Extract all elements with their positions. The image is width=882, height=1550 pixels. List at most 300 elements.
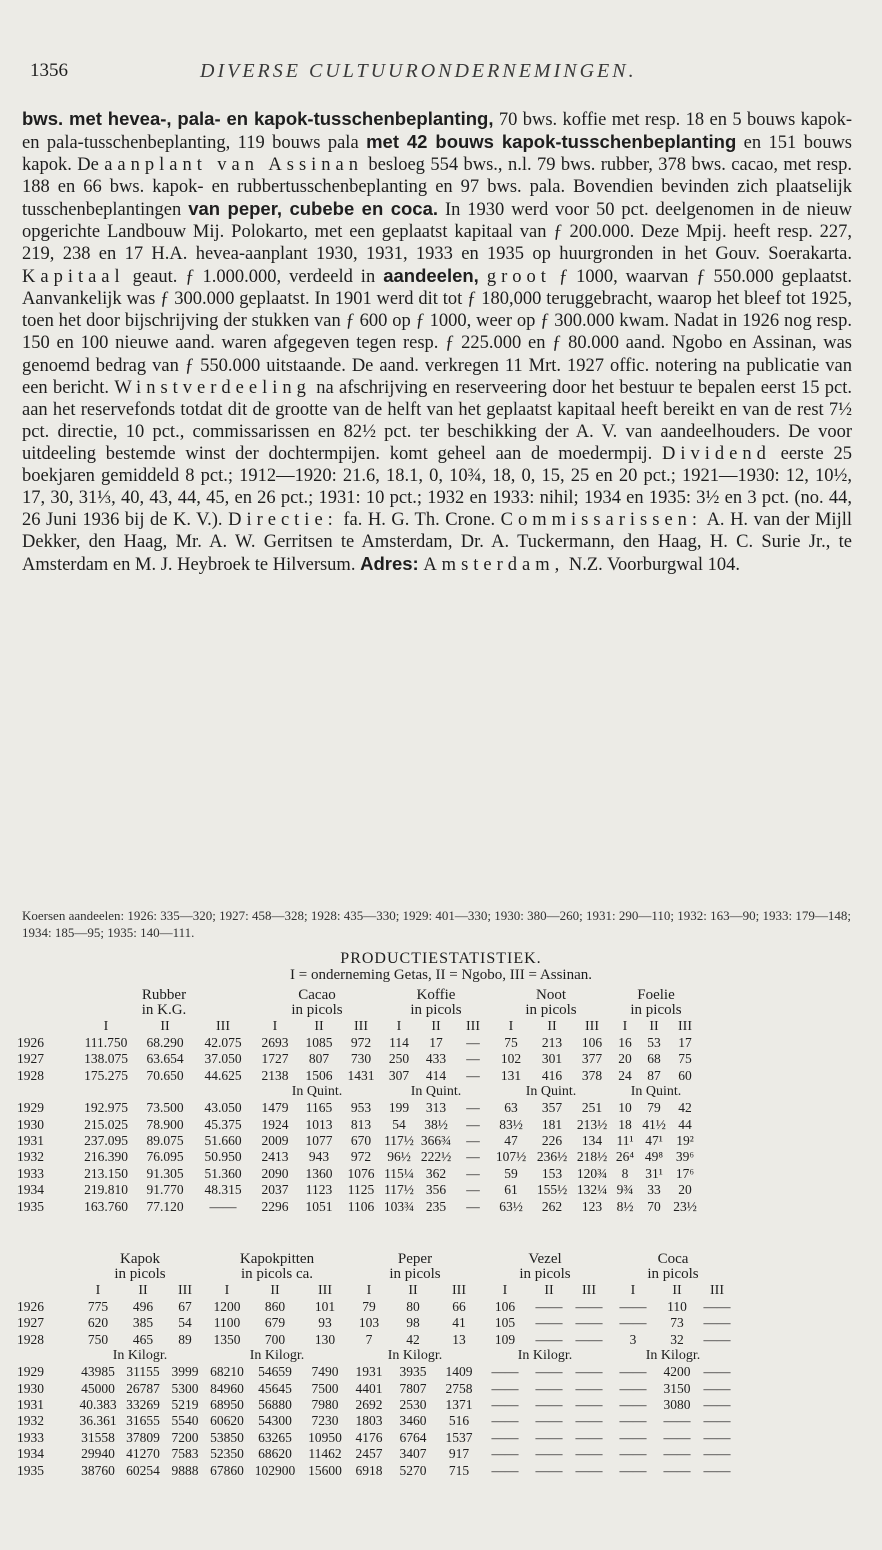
data-cell: 89.075 — [146, 1133, 184, 1149]
data-cell: 107½ — [495, 1149, 527, 1165]
data-cell: 18 — [618, 1116, 632, 1132]
table-row — [17, 1413, 737, 1429]
data-cell: 1125 — [347, 1182, 375, 1198]
data-cell: 496 — [132, 1299, 154, 1314]
table-row — [17, 1166, 701, 1182]
data-cell: —— — [663, 1429, 691, 1445]
data-cell: — — [466, 1149, 480, 1165]
group-name: Rubber — [141, 988, 187, 1003]
data-cell: 181 — [541, 1116, 563, 1132]
year-cell: 1929 — [17, 1364, 44, 1380]
data-cell: 2296 — [261, 1198, 289, 1214]
sub-header: III — [354, 1019, 368, 1034]
table-row — [17, 1299, 737, 1315]
data-cell: 93 — [318, 1315, 332, 1331]
data-cell: —— — [575, 1413, 603, 1429]
group-unit2: In Quint. — [291, 1084, 343, 1100]
year-cell: 1931 — [17, 1133, 44, 1149]
data-cell: 43985 — [81, 1364, 115, 1380]
sub-header: III — [710, 1283, 724, 1298]
data-cell: —— — [619, 1413, 647, 1429]
data-cell: 109 — [494, 1331, 516, 1347]
data-cell: —— — [703, 1331, 731, 1347]
data-cell: 730 — [350, 1051, 372, 1067]
data-cell: 9888 — [171, 1462, 199, 1478]
data-cell: —— — [535, 1397, 563, 1413]
sub-header: III — [318, 1283, 332, 1298]
data-cell: 42 — [678, 1100, 692, 1116]
data-cell: 213 — [541, 1035, 563, 1050]
table-row — [17, 1182, 701, 1198]
corner-cell — [17, 1018, 75, 1035]
page-number: 1356 — [30, 60, 68, 81]
data-cell: 54 — [392, 1116, 406, 1132]
data-cell: 68.290 — [146, 1035, 184, 1050]
data-cell: 192.975 — [84, 1100, 128, 1116]
unit-change-row — [17, 1084, 701, 1100]
text-run: In 1930 werd voor 50 pct. deelgenomen in de nieuw opgerichte Landbouw Mij. Polokarto, met een geplaatst kapitaal van ƒ 200.000. Deze Mpij. heeft resp. 227, 219, 238 en 17 H.A. hevea-aanplant 1930, 1931, 1933 en 1935 op huurgronden in het Gouv. Soerakarta. — [22, 200, 853, 265]
data-cell: —— — [619, 1299, 647, 1314]
data-cell: 61 — [504, 1182, 518, 1198]
data-cell: —— — [491, 1380, 519, 1396]
data-cell: 44 — [678, 1116, 692, 1132]
data-cell: 10 — [618, 1100, 632, 1116]
data-cell: 2758 — [445, 1380, 473, 1396]
data-cell: 357 — [541, 1100, 563, 1116]
sub-header: I — [224, 1283, 230, 1298]
data-cell: —— — [491, 1462, 519, 1478]
year-cell: 1929 — [17, 1100, 44, 1116]
table-row — [17, 1051, 701, 1067]
data-cell: 213½ — [576, 1116, 608, 1132]
sub-header: II — [270, 1283, 280, 1298]
group-unit: in K.G. — [141, 1003, 187, 1018]
year-cell: 1935 — [17, 1198, 44, 1214]
data-cell: 106 — [581, 1035, 603, 1050]
table-row — [17, 1463, 737, 1479]
sub-header: II — [160, 1019, 170, 1034]
data-cell: 860 — [264, 1299, 286, 1314]
data-cell: 115¼ — [384, 1165, 414, 1181]
data-cell: 670 — [350, 1133, 372, 1149]
data-cell: 89 — [178, 1331, 192, 1347]
sub-header: II — [649, 1019, 659, 1034]
data-cell: 1085 — [305, 1035, 333, 1050]
data-cell: 8 — [621, 1165, 629, 1181]
data-cell: 31558 — [81, 1429, 115, 1445]
data-cell: 103¾ — [383, 1198, 415, 1214]
data-cell: 102900 — [254, 1462, 296, 1478]
data-cell: 53850 — [210, 1429, 244, 1445]
data-cell: 103 — [358, 1315, 380, 1331]
data-cell: 377 — [581, 1051, 603, 1067]
data-cell: 620 — [87, 1315, 109, 1331]
text-run: geaut. ƒ 1.000.000, verdeeld in — [132, 267, 376, 288]
data-cell: —— — [575, 1462, 603, 1478]
data-cell: —— — [535, 1413, 563, 1429]
data-cell: —— — [491, 1429, 519, 1445]
data-cell: 1013 — [305, 1116, 333, 1132]
group-unit2: In Kilogr. — [645, 1348, 701, 1364]
table-row — [17, 1381, 737, 1397]
sub-header: I — [630, 1283, 636, 1298]
data-cell: 7583 — [171, 1446, 199, 1462]
group-name: Coca — [657, 1252, 689, 1267]
data-cell: 775 — [87, 1299, 109, 1314]
data-cell: 2090 — [261, 1165, 289, 1181]
bold-phrase: van peper, cubebe en coca. — [188, 198, 439, 220]
bold-heading-adres: Adres: — [360, 552, 419, 574]
data-cell: 15600 — [308, 1462, 342, 1478]
table-row — [17, 1446, 737, 1462]
data-cell: 106 — [494, 1299, 516, 1314]
group-name: Noot — [536, 988, 566, 1003]
group-name: Cacao — [298, 988, 336, 1003]
data-cell: 70 — [647, 1198, 661, 1214]
year-cell: 1931 — [17, 1397, 44, 1413]
data-cell: 54300 — [258, 1413, 292, 1429]
data-cell: 416 — [541, 1067, 563, 1083]
data-cell: 4176 — [355, 1429, 383, 1445]
data-cell: 79 — [647, 1100, 661, 1116]
text-run: fa. H. G. Th. Crone. — [343, 509, 496, 530]
running-title: DIVERSE CULTUURONDERNEMINGEN. — [200, 60, 637, 82]
data-cell: 111.750 — [84, 1035, 128, 1050]
data-cell: 155½ — [536, 1182, 568, 1198]
data-cell: —— — [575, 1429, 603, 1445]
data-cell: 750 — [87, 1331, 109, 1347]
group-name: Kapokpitten — [239, 1252, 315, 1267]
data-cell: 235 — [425, 1198, 447, 1214]
data-cell: 19² — [676, 1133, 694, 1149]
data-cell: 262 — [541, 1198, 563, 1214]
data-cell: 356 — [425, 1182, 447, 1198]
data-cell: 175.275 — [84, 1067, 128, 1083]
corner-cell — [17, 1003, 75, 1018]
data-cell: 117½ — [384, 1133, 414, 1149]
data-cell: 1931 — [355, 1364, 383, 1380]
group-unit2: In Kilogr. — [517, 1348, 573, 1364]
data-cell: 1350 — [213, 1331, 241, 1347]
sub-header: I — [502, 1283, 508, 1298]
data-cell: 70.650 — [146, 1067, 184, 1083]
data-cell: 2693 — [261, 1035, 289, 1050]
data-cell: 20 — [618, 1051, 632, 1067]
data-cell: 2530 — [399, 1397, 427, 1413]
data-cell: —— — [575, 1397, 603, 1413]
data-cell: 73 — [670, 1315, 684, 1331]
data-cell: 76.095 — [146, 1149, 184, 1165]
year-cell: 1932 — [17, 1413, 44, 1429]
sub-header-row — [17, 1282, 737, 1299]
running-head — [30, 60, 860, 90]
data-cell: 715 — [448, 1462, 470, 1478]
data-cell: 4401 — [355, 1380, 383, 1396]
data-cell: —— — [575, 1331, 603, 1347]
sub-header: I — [508, 1019, 514, 1034]
data-cell: 73.500 — [146, 1100, 184, 1116]
data-cell: 4200 — [663, 1364, 691, 1380]
data-cell: —— — [535, 1380, 563, 1396]
data-cell: 29940 — [81, 1446, 115, 1462]
data-cell: 31¹ — [645, 1165, 663, 1181]
text-run: N.Z. Voorburgwal 104. — [568, 554, 740, 575]
data-cell: 114 — [389, 1035, 409, 1050]
year-cell: 1930 — [17, 1380, 44, 1396]
corner-cell — [17, 1348, 75, 1364]
group-unit: in picols ca. — [240, 1267, 314, 1282]
share-prices — [22, 907, 862, 941]
data-cell: — — [466, 1133, 480, 1149]
table-row — [17, 1315, 737, 1331]
data-cell: —— — [619, 1429, 647, 1445]
data-cell: 117½ — [384, 1182, 414, 1198]
data-cell: —— — [535, 1331, 563, 1347]
data-cell: —— — [703, 1364, 731, 1380]
data-cell: 216.390 — [84, 1149, 128, 1165]
data-cell: — — [466, 1100, 480, 1116]
data-cell: 516 — [448, 1413, 470, 1429]
data-cell: 3150 — [663, 1380, 691, 1396]
year-cell: 1934 — [17, 1182, 44, 1198]
data-cell: —— — [535, 1364, 563, 1380]
data-cell: 75 — [678, 1051, 692, 1067]
corner-cell — [17, 1267, 75, 1282]
data-cell: 45000 — [81, 1380, 115, 1396]
data-cell: 83½ — [499, 1116, 523, 1132]
group-name-row — [17, 988, 701, 1003]
sub-header: II — [672, 1283, 682, 1298]
data-cell: 7200 — [171, 1429, 199, 1445]
data-cell: 1165 — [305, 1100, 333, 1116]
data-cell: 50.950 — [204, 1149, 242, 1165]
data-cell: 66 — [452, 1299, 466, 1314]
sub-header: I — [366, 1283, 372, 1298]
data-cell: —— — [535, 1446, 563, 1462]
group-unit2: In Kilogr. — [249, 1348, 305, 1364]
table-row — [17, 1133, 701, 1149]
data-cell: 1727 — [261, 1051, 289, 1067]
data-cell: —— — [703, 1380, 731, 1396]
data-cell: 2413 — [261, 1149, 289, 1165]
data-cell: — — [466, 1035, 480, 1050]
data-cell: —— — [535, 1299, 563, 1314]
data-cell: 16 — [618, 1035, 632, 1050]
data-cell: 163.760 — [84, 1198, 128, 1214]
data-cell: 953 — [350, 1100, 372, 1116]
stats-table — [17, 988, 701, 1215]
data-cell: 1106 — [347, 1198, 375, 1214]
text-run: 70 bws. koffie met resp. 18 en 5 bouws kapok- en pala-tusschenbeplanting, 119 bouws pala — [22, 110, 853, 154]
data-cell: 33269 — [126, 1397, 160, 1413]
data-cell: — — [466, 1182, 480, 1198]
sub-header: II — [431, 1019, 441, 1034]
data-cell: 38½ — [424, 1116, 448, 1132]
unit-change-row — [17, 1348, 737, 1364]
group-unit: in picols — [525, 1003, 577, 1018]
text-run: besloeg 554 bws., n.l. 79 bws. rubber, 378 bws. cacao, met resp. 188 en 66 bws. kapok- en rubbertusschenbeplanting en 97 bws. pala. Bovendien bevinden zich plaatselijk tusschenbeplantingen — [22, 155, 852, 221]
data-cell: 63½ — [499, 1198, 523, 1214]
data-cell: 23½ — [673, 1198, 697, 1214]
year-cell: 1928 — [17, 1331, 44, 1347]
data-cell: —— — [619, 1315, 647, 1331]
data-cell: 11¹ — [616, 1133, 634, 1149]
data-cell: 37.050 — [204, 1051, 242, 1067]
bold-phrase: met 42 bouws kapok-tusschenbeplanting — [366, 131, 737, 153]
corner-cell — [17, 1252, 75, 1267]
group-unit: in picols — [519, 1267, 571, 1282]
data-cell: 1076 — [347, 1165, 375, 1181]
data-cell: 60 — [678, 1067, 692, 1083]
data-cell: —— — [663, 1413, 691, 1429]
table-row — [17, 1100, 701, 1116]
sub-header: II — [544, 1283, 554, 1298]
data-cell: 5219 — [171, 1397, 199, 1413]
data-cell: 43.050 — [204, 1100, 242, 1116]
data-cell: 7230 — [311, 1413, 339, 1429]
spaced-heading-winstverdeeling: Winstverdeeling — [114, 377, 311, 398]
production-table-2 — [17, 1252, 737, 1479]
group-unit: in picols — [410, 1003, 462, 1018]
data-cell: 414 — [425, 1067, 447, 1083]
data-cell: 8½ — [616, 1198, 634, 1214]
data-cell: 10950 — [308, 1429, 342, 1445]
data-cell: —— — [491, 1397, 519, 1413]
sub-header: II — [138, 1283, 148, 1298]
data-cell: 17 — [678, 1035, 692, 1050]
data-cell: —— — [619, 1380, 647, 1396]
table-row — [17, 1035, 701, 1051]
text-run: eerste 25 boekjaren gemiddeld 8 pct.; 1912—1920: 21.6, 18.1, 0, 10¾, 18, 0, 15, 25 en 20 pct.; 1921—1930: 12, 10½, 17, 30, 31⅓, 40, 43, 44, 45, en 26 pct.; 1931: 10 pct.; 1932 en 1933: nihil; 1934 en 1935: 3½ en 3 pct. (no. 44, 26 Juni 1936 bij de K. V.). — [22, 443, 852, 530]
data-cell: 3080 — [663, 1397, 691, 1413]
data-cell: —— — [209, 1198, 237, 1214]
data-cell: 943 — [308, 1149, 330, 1165]
data-cell: 68950 — [210, 1397, 244, 1413]
spaced-heading-kapitaal: Kapitaal — [22, 267, 125, 288]
data-cell: 75 — [504, 1035, 518, 1050]
data-cell: 6918 — [355, 1462, 383, 1478]
data-cell: 251 — [581, 1100, 603, 1116]
data-cell: 3935 — [399, 1364, 427, 1380]
data-cell: 3460 — [399, 1413, 427, 1429]
data-cell: 60254 — [126, 1462, 160, 1478]
data-cell: 134 — [581, 1133, 603, 1149]
data-cell: 63.654 — [146, 1051, 184, 1067]
data-cell: 31655 — [126, 1413, 160, 1429]
data-cell: 13 — [452, 1331, 466, 1347]
corner-cell — [17, 1282, 75, 1299]
group-unit2 — [75, 1084, 253, 1100]
data-cell: 52350 — [210, 1446, 244, 1462]
data-cell: 1479 — [261, 1100, 289, 1116]
data-cell: 78.900 — [146, 1116, 184, 1132]
year-cell: 1926 — [17, 1035, 44, 1050]
data-cell: 5270 — [399, 1462, 427, 1478]
year-cell: 1934 — [17, 1446, 44, 1462]
text-run: na afschrijving en reserveering door het bestuur te bepalen eerst 15 pct. aan het reservefonds totdat dit de grootte van de helft van het geplaatst kapitaal heeft bereikt en van de rest 7½ pct. directie, 10 pct., commissarissen en 82½ pct. ter beschikking der A. V. van aandeelhouders. De voor uitdeeling bestemde winst der dochtermpijen. komt geheel aan de moedermpij. — [22, 377, 852, 464]
table-row — [17, 1149, 701, 1165]
group-unit: in picols — [647, 1267, 699, 1282]
data-cell: 56880 — [258, 1397, 292, 1413]
data-cell: 67 — [178, 1299, 192, 1314]
data-cell: 2457 — [355, 1446, 383, 1462]
data-cell: 42 — [406, 1331, 420, 1347]
data-cell: 17 — [429, 1035, 443, 1050]
year-cell: 1930 — [17, 1116, 44, 1132]
data-cell: 39⁶ — [675, 1149, 695, 1165]
data-cell: 2138 — [261, 1067, 289, 1083]
data-cell: 153 — [541, 1165, 563, 1181]
group-name: Koffie — [416, 988, 456, 1003]
data-cell: —— — [491, 1364, 519, 1380]
sub-header: III — [178, 1283, 192, 1298]
data-cell: 917 — [448, 1446, 470, 1462]
data-cell: 105 — [494, 1315, 516, 1331]
data-cell: — — [466, 1198, 480, 1214]
data-cell: 47¹ — [645, 1133, 663, 1149]
data-cell: 77.120 — [146, 1198, 184, 1214]
data-cell: 313 — [425, 1100, 447, 1116]
data-cell: 433 — [425, 1051, 447, 1067]
data-cell: —— — [575, 1446, 603, 1462]
sub-header: III — [216, 1019, 230, 1034]
data-cell: 38760 — [81, 1462, 115, 1478]
data-cell: —— — [663, 1462, 691, 1478]
data-cell: 41 — [452, 1315, 466, 1331]
data-cell: 237.095 — [84, 1133, 128, 1149]
group-unit2: In Quint. — [410, 1084, 462, 1100]
spaced-heading-dividend: Dividend — [662, 443, 771, 464]
table-row — [17, 1068, 701, 1084]
data-cell: 3999 — [171, 1364, 199, 1380]
text-run: en 151 bouws kapok. De — [22, 133, 852, 176]
data-cell: 6764 — [399, 1429, 427, 1445]
data-cell: 24 — [618, 1067, 632, 1083]
data-cell: — — [466, 1116, 480, 1132]
data-cell: —— — [619, 1462, 647, 1478]
data-cell: 1537 — [445, 1429, 473, 1445]
sub-header: II — [314, 1019, 324, 1034]
data-cell: 51.660 — [204, 1133, 242, 1149]
group-unit2: In Quint. — [525, 1084, 577, 1100]
sub-header: I — [622, 1019, 628, 1034]
data-cell: 226 — [541, 1133, 563, 1149]
data-cell: 84960 — [210, 1380, 244, 1396]
data-cell: 807 — [308, 1051, 330, 1067]
data-cell: 120¾ — [576, 1165, 608, 1181]
group-unit2: In Quint. — [630, 1084, 682, 1100]
data-cell: 60620 — [210, 1413, 244, 1429]
data-cell: 5300 — [171, 1380, 199, 1396]
data-cell: 26787 — [126, 1380, 160, 1396]
data-cell: 250 — [388, 1051, 410, 1067]
data-cell: 219.810 — [84, 1182, 128, 1198]
spaced-word-groot: groot — [486, 267, 551, 288]
data-cell: —— — [575, 1315, 603, 1331]
data-cell: 385 — [132, 1315, 154, 1331]
data-cell: 7807 — [399, 1380, 427, 1396]
table-row — [17, 1430, 737, 1446]
data-cell: 3 — [629, 1331, 637, 1347]
data-cell: —— — [535, 1462, 563, 1478]
group-name-row — [17, 1252, 737, 1267]
group-name: Foelie — [637, 988, 675, 1003]
data-cell: 68 — [647, 1051, 661, 1067]
year-cell: 1932 — [17, 1149, 44, 1165]
data-cell: 26⁴ — [615, 1149, 635, 1165]
stats-title: PRODUCTIESTATISTIEK. — [340, 950, 542, 967]
year-cell: 1935 — [17, 1462, 44, 1478]
